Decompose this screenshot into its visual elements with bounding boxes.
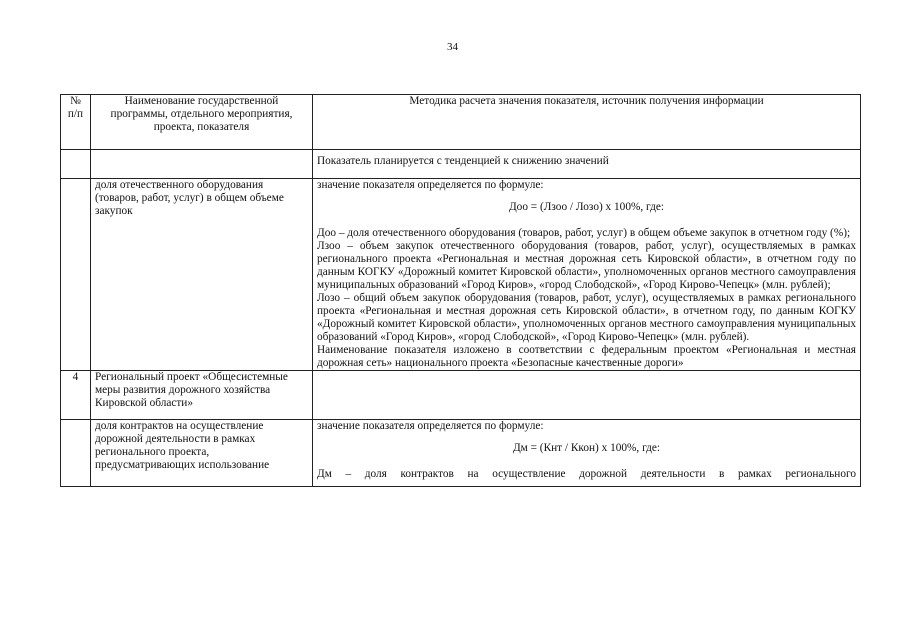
cell-empty-num <box>61 179 91 371</box>
indicator-1-name: доля отечественного оборудования (товаров, работ, услуг) в общем объеме закупок <box>91 179 313 371</box>
indicator-1-definition-3: Лозо – общий объем закупок оборудования (товаров, работ, услуг), осуществляемых в рамках регионального проекта «Региональная и местная дорожная сеть Кировской области», в отчетном году, по данным КОГКУ «Дорожный комитет Кировской области», уполномоченных органов местного самоуправления муниципальных образований «Город Киров», «город Слободской», «Город Кирово-Чепецк» (млн. рублей). <box>317 292 856 343</box>
indicator-2-intro: значение показателя определяется по формуле: <box>317 420 544 432</box>
indicator-2-formula: Дм = (Кнт / Ккон) x 100%, где: <box>512 442 661 454</box>
table-row-indicator-2 <box>61 420 861 487</box>
header-col-method: Методика расчета значения показателя, источник получения информации <box>313 95 861 150</box>
indicator-1-intro: значение показателя определяется по формуле: <box>317 179 544 191</box>
cell-empty-method <box>313 371 861 420</box>
note-text: Показатель планируется с тенденцией к снижению значений <box>313 150 861 179</box>
table-row-indicator-1 <box>61 179 861 371</box>
table-header-row <box>61 95 861 150</box>
indicator-1-definition-4: Наименование показателя изложено в соответствии с федеральным проектом «Региональная и местная дорожная сеть» национального проекта «Безопасные качественные дороги» <box>317 344 856 369</box>
page-number: 34 <box>447 41 458 53</box>
indicator-2-name: доля контрактов на осуществление дорожной деятельности в рамках регионального проекта, предусматривающих использование <box>91 420 313 487</box>
indicator-1-formula: Доо = (Лзоо / Лозо) x 100%, где: <box>508 201 665 213</box>
indicator-1-method <box>313 179 861 371</box>
header-col-name: Наименование государственной программы, отдельного мероприятия, проекта, показателя <box>91 95 313 150</box>
table-row-project-4 <box>61 371 861 420</box>
cell-empty-num <box>61 150 91 179</box>
project-4-number: 4 <box>61 371 91 420</box>
indicator-1-definition-1: Доо – доля отечественного оборудования (товаров, работ, услуг) в общем объеме закупок в отчетном году (%); <box>317 227 851 239</box>
indicator-1-definition-2: Лзоо – объем закупок отечественного оборудования (товаров, работ, услуг), осуществляемых в рамках регионального проекта «Региональная и местная дорожная сеть Кировской области», в отчетном году по данным КОГКУ «Дорожный комитет Кировской области», уполномоченных органов местного самоуправления муниципальных образований «Город Киров», «город Слободской», «Город Кирово-Чепецк» (млн. рублей); <box>317 240 856 291</box>
indicator-2-method <box>313 420 861 487</box>
cell-empty-name <box>91 150 313 179</box>
project-4-name: Региональный проект «Общесистемные меры развития дорожного хозяйства Кировской области» <box>91 371 313 420</box>
indicator-table <box>60 94 861 487</box>
table-row-note <box>61 150 861 179</box>
cell-empty-num <box>61 420 91 487</box>
header-col-number: № п/п <box>61 95 91 150</box>
indicator-2-definition-1: Дм – доля контрактов на осуществление дорожной деятельности в рамках регионального <box>317 468 856 480</box>
